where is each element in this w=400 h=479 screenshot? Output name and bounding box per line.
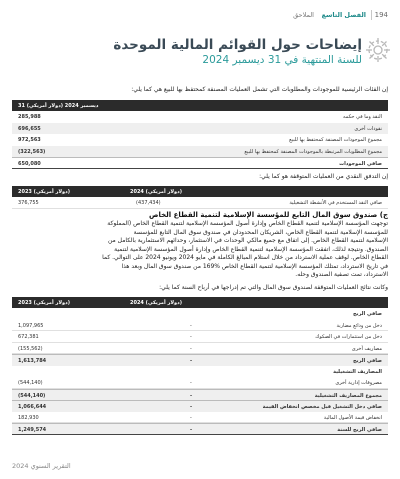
table-header [12, 297, 388, 308]
row-heading: المصاريف التشغيلية [333, 368, 382, 375]
value-2023: 376,755 [18, 200, 39, 206]
body-line: في تاريخ الاسترداد، تمتلك المؤسسة الإسلامية لتنمية القطاع الخاص %169 من صندوق سوق المال وبعد هذا [121, 262, 388, 270]
value-2024: - [190, 334, 192, 340]
table-row [12, 331, 388, 343]
column-header: 31 ديسمبر 2024 (دولار أمريكي) [18, 103, 99, 109]
table-row [12, 146, 388, 158]
row-label: مصاريف أخرى [351, 345, 382, 352]
held-for-sale-table [12, 100, 388, 169]
column-header-2023: 2023 (دولار أمريكي) [18, 300, 71, 306]
value-2024: - [190, 392, 193, 399]
column-header-2024: 2024 (دولار أمريكي) [130, 300, 183, 306]
row-label: مجموع الموجودات المصنفة كمحتفظ بها للبيع [289, 137, 382, 143]
header-chapter: الفصل التاسع [321, 11, 366, 19]
section-heading: ج) صندوق سوق المال التابع للمؤسسة الإسلامية لتنمية القطاع الخاص [149, 211, 388, 219]
row-value: 650,080 [18, 161, 41, 167]
row-label: دخل من استثمارات في الصكوك [315, 334, 382, 340]
value-2023: (544,140) [18, 392, 46, 399]
value-2024: - [190, 427, 193, 433]
row-label: انخفاض قيمة الأصول المالية [323, 414, 382, 421]
table-row [12, 412, 388, 424]
value-2024: - [190, 322, 192, 329]
body-paragraph [102, 220, 388, 280]
table-row [12, 157, 388, 169]
value-2024: - [190, 404, 193, 410]
body-line: الاسترداد، تمت تصفية الصندوق وحله. [295, 271, 388, 278]
table-subheading [12, 308, 388, 320]
footer-report-title: التقرير السنوي 2024 [12, 462, 71, 470]
page-subtitle: للسنة المنتهية في 31 ديسمبر 2024 [202, 54, 362, 66]
row-label: دخل من ودائع مضاربة [336, 322, 382, 329]
value-2024: - [190, 414, 192, 421]
table-row [12, 197, 388, 209]
row-label: صافي الربح [353, 358, 382, 364]
value-2023: (155,562) [18, 345, 43, 352]
page-header [0, 8, 400, 24]
page-number: 194 [374, 11, 388, 19]
value-2024: - [190, 358, 193, 364]
row-value: (322,563) [18, 148, 46, 155]
value-2023: (544,140) [18, 380, 43, 386]
table-row [12, 111, 388, 123]
row-value: 972,563 [18, 137, 41, 143]
row-label: مجموع المطلوبات المرتبطة بالموجودات المصنفة كمحتفظ بها للبيع [244, 148, 382, 155]
table-row [12, 389, 388, 401]
row-label: النقد وما في حكمه [343, 114, 382, 120]
intro-cash-flow: إن التدفق النقدي من العمليات المتوقفة هو كما يلي: [259, 173, 388, 180]
body-line: للمؤسسة الإسلامية لتنمية القطاع الخاص، الشريكان المحدودان في صندوق سوق المال التابع للمؤسسة [133, 228, 388, 236]
row-label: صافي النقد المستخدم في الأنشطة التشغيلية [289, 200, 382, 206]
body-line: الصندوق. ونتيجة لذلك، اتفقت المؤسسة الإسلامية لتنمية القطاع الخاص وإدارة أصول المؤسسة الإسلامية لتنمية [114, 245, 388, 253]
table-header [12, 186, 388, 197]
table-row [12, 377, 388, 389]
column-header-2023: 2023 (دولار أمريكي) [18, 189, 71, 195]
column-header-2024: 2024 (دولار أمريكي) [130, 189, 183, 195]
header-section: الملاحق [293, 11, 314, 19]
value-2023: 1,066,644 [18, 404, 47, 410]
row-value: 696,655 [18, 125, 41, 132]
value-2023: 1,613,784 [18, 358, 47, 364]
cash-flow-table [12, 186, 388, 209]
row-label: نقودات أخرى [354, 125, 382, 132]
body-line: الإسلامية لتنمية القطاع الخاص. إلى اتفاق مع جميع مالكي الوحدات في الاستثمار، وحدائهم الاستثمارية بالكامل من [107, 237, 388, 244]
row-label: صافي الربح للسنة [337, 427, 382, 433]
table-row [12, 343, 388, 355]
row-heading: صافي الربح [353, 311, 382, 317]
row-label: صافي دخل التشغيل قبل مخصص انخفاض القيمة [262, 404, 382, 410]
intro-held-for-sale: إن الفئات الرئيسية للموجودات والمطلوبات التي تشمل العمليات المصنفة كمحتفظ بها للبيع هي كما يلي: [131, 86, 388, 93]
logo-emblem-icon [364, 36, 392, 64]
table-row [12, 134, 388, 146]
table-header [12, 100, 388, 111]
body-line: توجهت المؤسسة الإسلامية لتنمية القطاع الخاص وإدارة أصول المؤسسة الإسلامية لتنمية القطاع الخاص (المملوكة [107, 220, 388, 227]
table-row [12, 123, 388, 135]
value-2023: 672,381 [18, 334, 39, 340]
row-label: مجموع المصاريف التشغيلية [314, 392, 382, 399]
table-row [12, 354, 388, 366]
results-table [12, 297, 388, 435]
value-2024: - [190, 345, 192, 352]
value-2024: - [190, 380, 192, 386]
table-subheading [12, 366, 388, 378]
table-row [12, 423, 388, 435]
value-2024: (437,434) [136, 200, 161, 206]
row-label: مصروفات إدارية أخرى [335, 380, 382, 386]
value-2023: 1,097,965 [18, 322, 44, 329]
value-2023: 1,249,574 [18, 427, 47, 433]
body-line: القطاع الخاص. لوقف عملية الاسترداد من خلال استلام المبالغ الكاملة في مايو 2024 ويونيو 2024 على التوالي. كما [102, 254, 388, 261]
value-2023: 182,930 [18, 414, 39, 421]
table-row [12, 400, 388, 412]
row-label: صافي الموجودات [339, 161, 382, 167]
header-divider [371, 10, 372, 20]
row-value: 285,988 [18, 114, 41, 120]
intro-results: وكانت نتائج العمليات المتوقفة لصندوق سوق المال والتي تم إدراجها في أرباح السنة كما يلي: [159, 284, 388, 291]
page-title: إيضاحات حول القوائم المالية الموحدة [113, 37, 362, 53]
table-row [12, 320, 388, 332]
